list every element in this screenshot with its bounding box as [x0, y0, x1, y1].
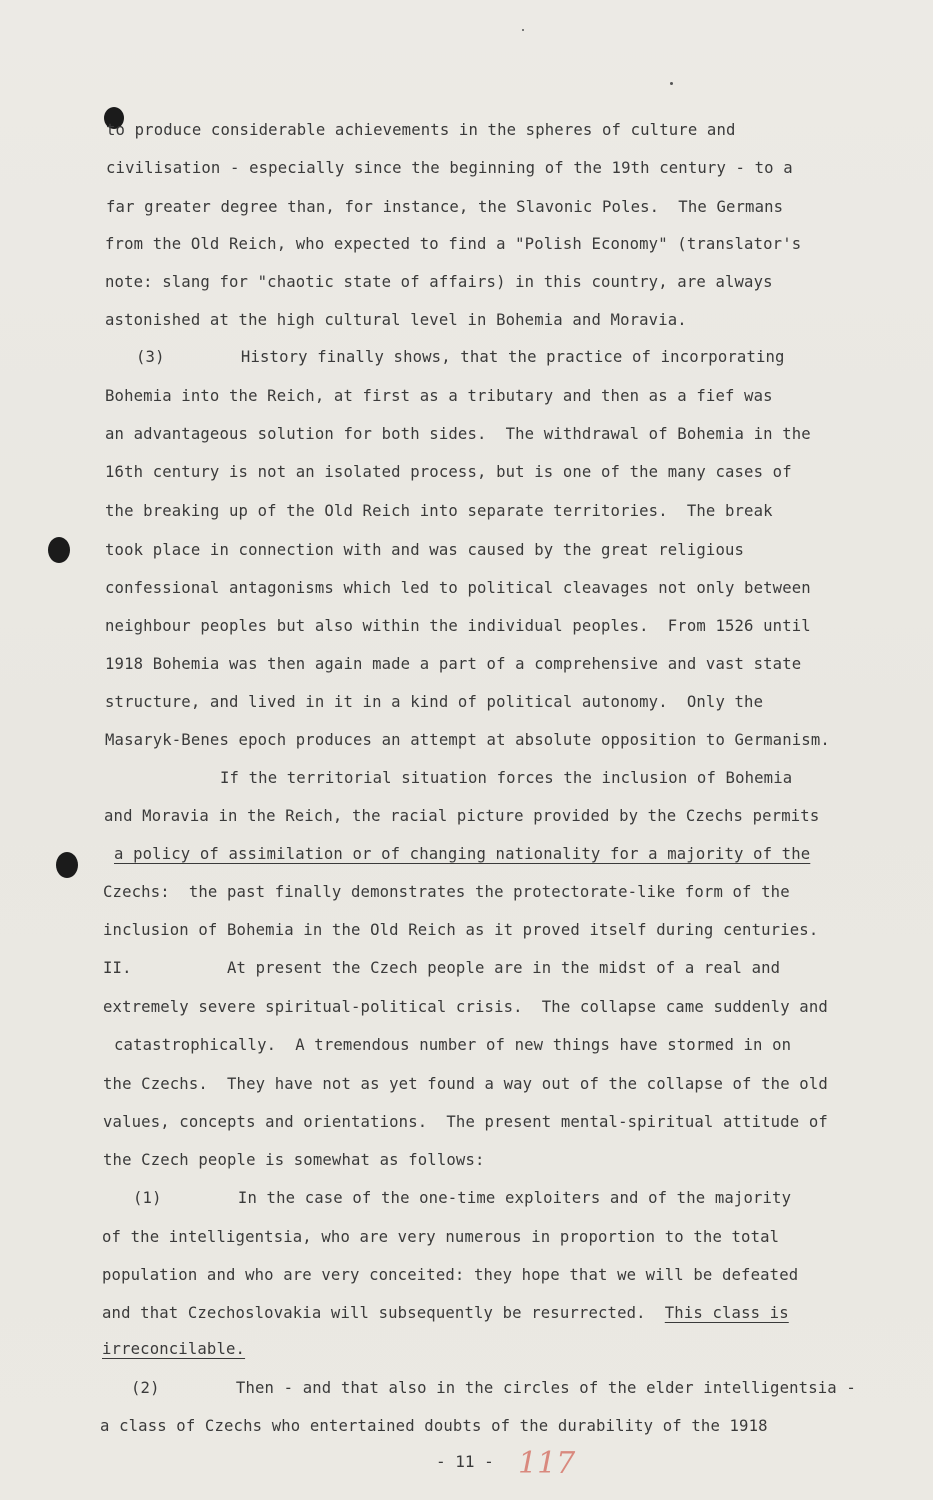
text-line: an advantageous solution for both sides. The withdrawal of Bohemia in the: [105, 425, 811, 443]
handwritten-folio-number: 117: [518, 1446, 576, 1481]
text-line: If the territorial situation forces the inclusion of Bohemia: [220, 769, 793, 787]
text-line: and Moravia in the Reich, the racial picture provided by the Czechs permits: [104, 807, 820, 825]
page-number: - 11 -: [436, 1452, 494, 1471]
text-line: Masaryk-Benes epoch produces an attempt at absolute opposition to Germanism.: [105, 731, 830, 749]
punch-hole-middle: [48, 537, 70, 563]
section-heading-line: II. At present the Czech people are in the midst of a real and: [103, 959, 781, 977]
underlined-text-line: irreconcilable.: [102, 1340, 246, 1358]
text-line: Bohemia into the Reich, at first as a tributary and then as a fief was: [105, 387, 773, 405]
underlined-text-line: a policy of assimilation or of changing nationality for a majority of the: [114, 845, 811, 863]
text-line: catastrophically. A tremendous number of new things have stormed in on: [114, 1036, 792, 1054]
text-line: extremely severe spiritual-political crisis. The collapse came suddenly and: [103, 998, 828, 1016]
text-line: of the intelligentsia, who are very numerous in proportion to the total: [102, 1228, 780, 1246]
text-line: [102, 1303, 789, 1323]
text-line: the Czechs. They have not as yet found a way out of the collapse of the old: [103, 1075, 828, 1093]
text-line: 16th century is not an isolated process, but is one of the many cases of: [105, 463, 792, 481]
paper-speck: [670, 82, 673, 85]
text-line: confessional antagonisms which led to political cleavages not only between: [105, 579, 811, 597]
text-line: structure, and lived in it in a kind of political autonomy. Only the: [105, 693, 764, 711]
text-line: note: slang for "chaotic state of affairs) in this country, are always: [105, 273, 773, 291]
text-line: (1) In the case of the one-time exploiters and of the majority: [133, 1189, 792, 1207]
text-line: civilisation - especially since the beginning of the 19th century - to a: [106, 159, 793, 177]
text-line: far greater degree than, for instance, the Slavonic Poles. The Germans: [106, 198, 784, 216]
text-line: took place in connection with and was caused by the great religious: [105, 541, 745, 559]
text-line: astonished at the high cultural level in Bohemia and Moravia.: [105, 311, 687, 329]
text-line: (3) History finally shows, that the practice of incorporating: [136, 348, 785, 366]
punch-hole-lower: [56, 852, 78, 878]
paper-speck: [522, 29, 524, 31]
text-line: inclusion of Bohemia in the Old Reich as it proved itself during centuries.: [103, 921, 819, 939]
text-line: the breaking up of the Old Reich into separate territories. The break: [105, 502, 773, 520]
text-line: the Czech people is somewhat as follows:: [103, 1151, 485, 1169]
text-line: 1918 Bohemia was then again made a part of a comprehensive and vast state: [105, 655, 802, 673]
text-line: values, concepts and orientations. The present mental-spiritual attitude of: [103, 1113, 828, 1131]
underlined-text: This class is: [664, 1304, 789, 1322]
text-line: population and who are very conceited: they hope that we will be defeated: [102, 1266, 799, 1284]
text-line: from the Old Reich, who expected to find a "Polish Economy" (translator's: [105, 235, 802, 253]
text-line: to produce considerable achievements in the spheres of culture and: [106, 121, 736, 139]
text-line: (2) Then - and that also in the circles of the elder intelligentsia -: [131, 1379, 856, 1397]
text-segment: and that Czechoslovakia will subsequently be resurrected.: [102, 1304, 665, 1322]
text-line: a class of Czechs who entertained doubts of the durability of the 1918: [100, 1417, 768, 1435]
text-line: neighbour peoples but also within the individual peoples. From 1526 until: [105, 617, 811, 635]
text-line: Czechs: the past finally demonstrates the protectorate-like form of the: [103, 883, 790, 901]
